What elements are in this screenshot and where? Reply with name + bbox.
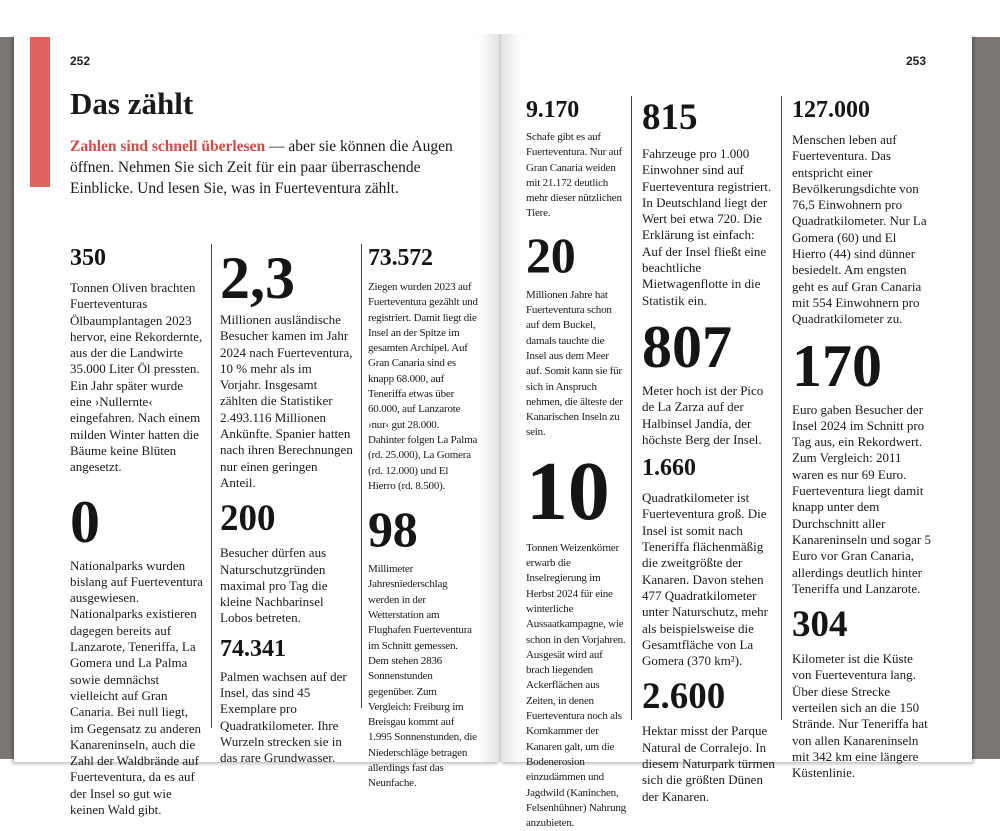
fact-block — [526, 226, 626, 441]
page-stack-right — [968, 37, 1000, 759]
fact-block — [220, 497, 354, 626]
column-divider — [361, 244, 362, 708]
fact-block — [642, 96, 776, 309]
fact-block — [526, 96, 626, 222]
fact-number: 1.660 — [642, 455, 696, 482]
column-divider — [211, 244, 212, 728]
fact-number: 20 — [526, 226, 576, 283]
page-number-right: 253 — [906, 54, 927, 68]
fact-block — [792, 603, 932, 781]
fact-text: Schafe gibt es auf Fuerteventura. Nur auf Gran Canaria weiden mit 21.172 deutlich mehr dieser nützlichen Tiere. — [526, 131, 623, 220]
page-title: Das zählt — [70, 86, 194, 121]
fact-number: 10 — [526, 444, 610, 538]
fact-text: Besucher dürfen aus Naturschutzgründen maximal pro Tag die kleine Nachbarinsel Lobos betreten. — [220, 545, 328, 626]
fact-number: 350 — [70, 245, 106, 271]
fact-number: 2.600 — [642, 676, 726, 718]
fact-number: 127.000 — [792, 97, 870, 123]
fact-block — [70, 488, 204, 819]
left-column-1 — [70, 244, 204, 818]
fact-block — [642, 454, 776, 669]
fact-number: 807 — [642, 313, 732, 380]
left-column-3 — [368, 244, 478, 792]
fact-text: Millionen ausländische Besucher kamen im Jahr 2024 nach Fuerteventura, 10 % mehr als im Vorjahr. Insgesamt zählten die Statistiker 2.493.116 Millionen Ankünfte. Spanier hatten nach ihren Berechnungen nur einen geringen Anteil. — [220, 312, 353, 490]
fact-number: 0 — [70, 488, 100, 555]
fact-text: Quadratkilometer ist Fuerteventura groß. Die Insel ist somit nach Teneriffa flächenmäßig die zweitgrößte der Kanaren. Davon stehen 477 Quadratkilometer unter Naturschutz, mehr als beispielsweise die Gesamtfläche von La Gomera (370 km²). — [642, 490, 768, 669]
right-column-3 — [792, 96, 932, 782]
book-gutter — [478, 34, 522, 762]
accent-bar — [30, 37, 50, 187]
fact-number: 2,3 — [220, 245, 295, 311]
fact-block — [220, 244, 354, 491]
column-divider — [781, 96, 782, 720]
fact-block — [220, 635, 354, 767]
column-divider — [631, 96, 632, 720]
fact-text: Menschen leben auf Fuerteventura. Das entspricht einer Bevölkerungsdichte von 76,5 Einwohnern pro Quadratkilometer. Nur La Gomera (60) und El Hierro (44) sind dünner besiedelt. Am engsten geht es auf Gran Canaria mit 554 Einwohnern pro Quadratkilometer zu. — [792, 132, 927, 327]
fact-text: Millionen Jahre hat Fuerteventura schon auf dem Buckel, damals tauchte die Insel aus dem Meer auf. Somit kann sie für sich in Anspruch nehmen, die älteste der Kanarischen Inseln zu sein. — [526, 288, 623, 439]
left-column-2 — [220, 244, 354, 767]
fact-text: Fahrzeuge pro 1.000 Einwohner sind auf Fuerteventura registriert. In Deutschland liegt der Wert bei etwa 720. Die Erklärung ist einfach: Auf der Insel fließt eine beachtliche Mietwagenflotte in die Statistik ein. — [642, 146, 772, 308]
fact-number: 98 — [368, 501, 418, 558]
fact-text: Meter hoch ist der Pico de La Zarza auf der Halbinsel Jandía, der höchste Berg der Insel. — [642, 382, 764, 447]
intro-paragraph — [70, 136, 480, 199]
right-column-1 — [526, 96, 626, 831]
fact-block — [792, 332, 932, 598]
fact-text: Nationalparks wurden bislang auf Fuerteventura ausgewiesen. Nationalparks existieren dagegen bereits auf Lanzarote, Teneriffa, La Gomera und La Palma sowie demnächst vielleicht auf Gran Canaria. Bei null liegt, im Gegensatz zu anderen Kanareninseln, auch die Zahl der Waldbrände auf Fuerteventura, da es auf der Insel so gut wie keinen Wald gibt. — [70, 557, 203, 818]
fact-block — [642, 313, 776, 448]
page-number-left: 252 — [70, 54, 91, 68]
fact-block — [70, 244, 204, 476]
fact-number: 73.572 — [368, 245, 433, 271]
fact-block — [368, 500, 478, 791]
intro-highlight: Zahlen sind schnell überlesen — [70, 138, 266, 155]
fact-number: 74.341 — [220, 635, 286, 662]
fact-block — [792, 96, 932, 328]
fact-text: Tonnen Weizenkörner erwarb die Inselregierung im Herbst 2024 für eine winterliche Aussaatkampagne, wie schon in den Vorjahren. Ausgesät wird auf brach liegenden Ackerflächen aus Zeiten, in denen Fuerteventura noch als Kornkammer der Kanaren galt, um die Bodenerosion einzudämmen und Jagdwild (Kaninchen, Felsenhühner) Nahrung anzubieten. — [526, 541, 626, 830]
fact-block — [368, 244, 478, 494]
fact-text: Tonnen Oliven brachten Fuerteventuras Ölbaumplantagen 2023 hervor, eine Rekordernte, aus der die Landwirte 35.000 Liter Öl pressten. Ein Jahr später wurde eine ›Nullernte‹ eingefahren. Nach einem milden Winter hatten die Bäume keine Blüten angesetzt. — [70, 280, 203, 475]
fact-number: 9.170 — [526, 97, 580, 123]
fact-text: Millimeter Jahresniederschlag werden in der Wetterstation am Flughafen Fuerteventura im Schnitt gemessen. Dem stehen 2836 Sonnenstunden gegenüber. Zum Vergleich: Freiburg im Breisgau kommt auf 1.995 Sonnenstunden, die Niederschläge betragen allerdings fast das Neunfache. — [368, 563, 477, 790]
fact-text: Ziegen wurden 2023 auf Fuerteventura gezählt und registriert. Damit liegt die Insel an der Spitze im gesamten Archipel. Auf Gran Canaria sind es knapp 68.000, auf Teneriffa etwas über 60.000, auf Lanzarote ›nur‹ gut 28.000. Dahinter folgen La Palma (rd. 25.000), La Gomera (rd. 12.000) und El Hierro (rd. 8.500). — [368, 281, 478, 492]
fact-number: 200 — [220, 498, 276, 540]
right-column-2 — [642, 96, 776, 805]
fact-block — [642, 675, 776, 804]
fact-text: Kilometer ist die Küste von Fuerteventura lang. Über diese Strecke verteilen sich an die 150 Strände. Nur Teneriffa hat von allen Kanareninseln mit 342 km eine längere Küstenlinie. — [792, 651, 928, 781]
fact-number: 815 — [642, 97, 698, 138]
fact-number: 170 — [792, 332, 882, 399]
fact-block — [526, 445, 626, 831]
intro-text: — aber sie können die Augen öffnen. Nehmen Sie sich Zeit für ein paar überraschende Einblicke. Und lesen Sie, was in Fuerteventura zählt. — [70, 138, 453, 197]
fact-text: Palmen wachsen auf der Insel, das sind 45 Exemplare pro Quadratkilometer. Ihre Wurzeln strecken sie in das rare Grundwasser. — [220, 668, 347, 766]
fact-text: Euro gaben Besucher der Insel 2024 im Schnitt pro Tag aus, ein Rekordwert. Zum Vergleich: 2011 waren es nur 69 Euro. Fuerteventura liegt damit knapp unter dem Durchschnitt aller Kanareninseln und sogar 5 Euro vor Gran Canaria, allerdings deutlich hinter Teneriffa und Lanzarote. — [792, 401, 931, 596]
fact-text: Hektar misst der Parque Natural de Corralejo. In diesem Naturpark türmen sich die größten Dünen der Kanaren. — [642, 723, 775, 804]
fact-number: 304 — [792, 604, 848, 646]
